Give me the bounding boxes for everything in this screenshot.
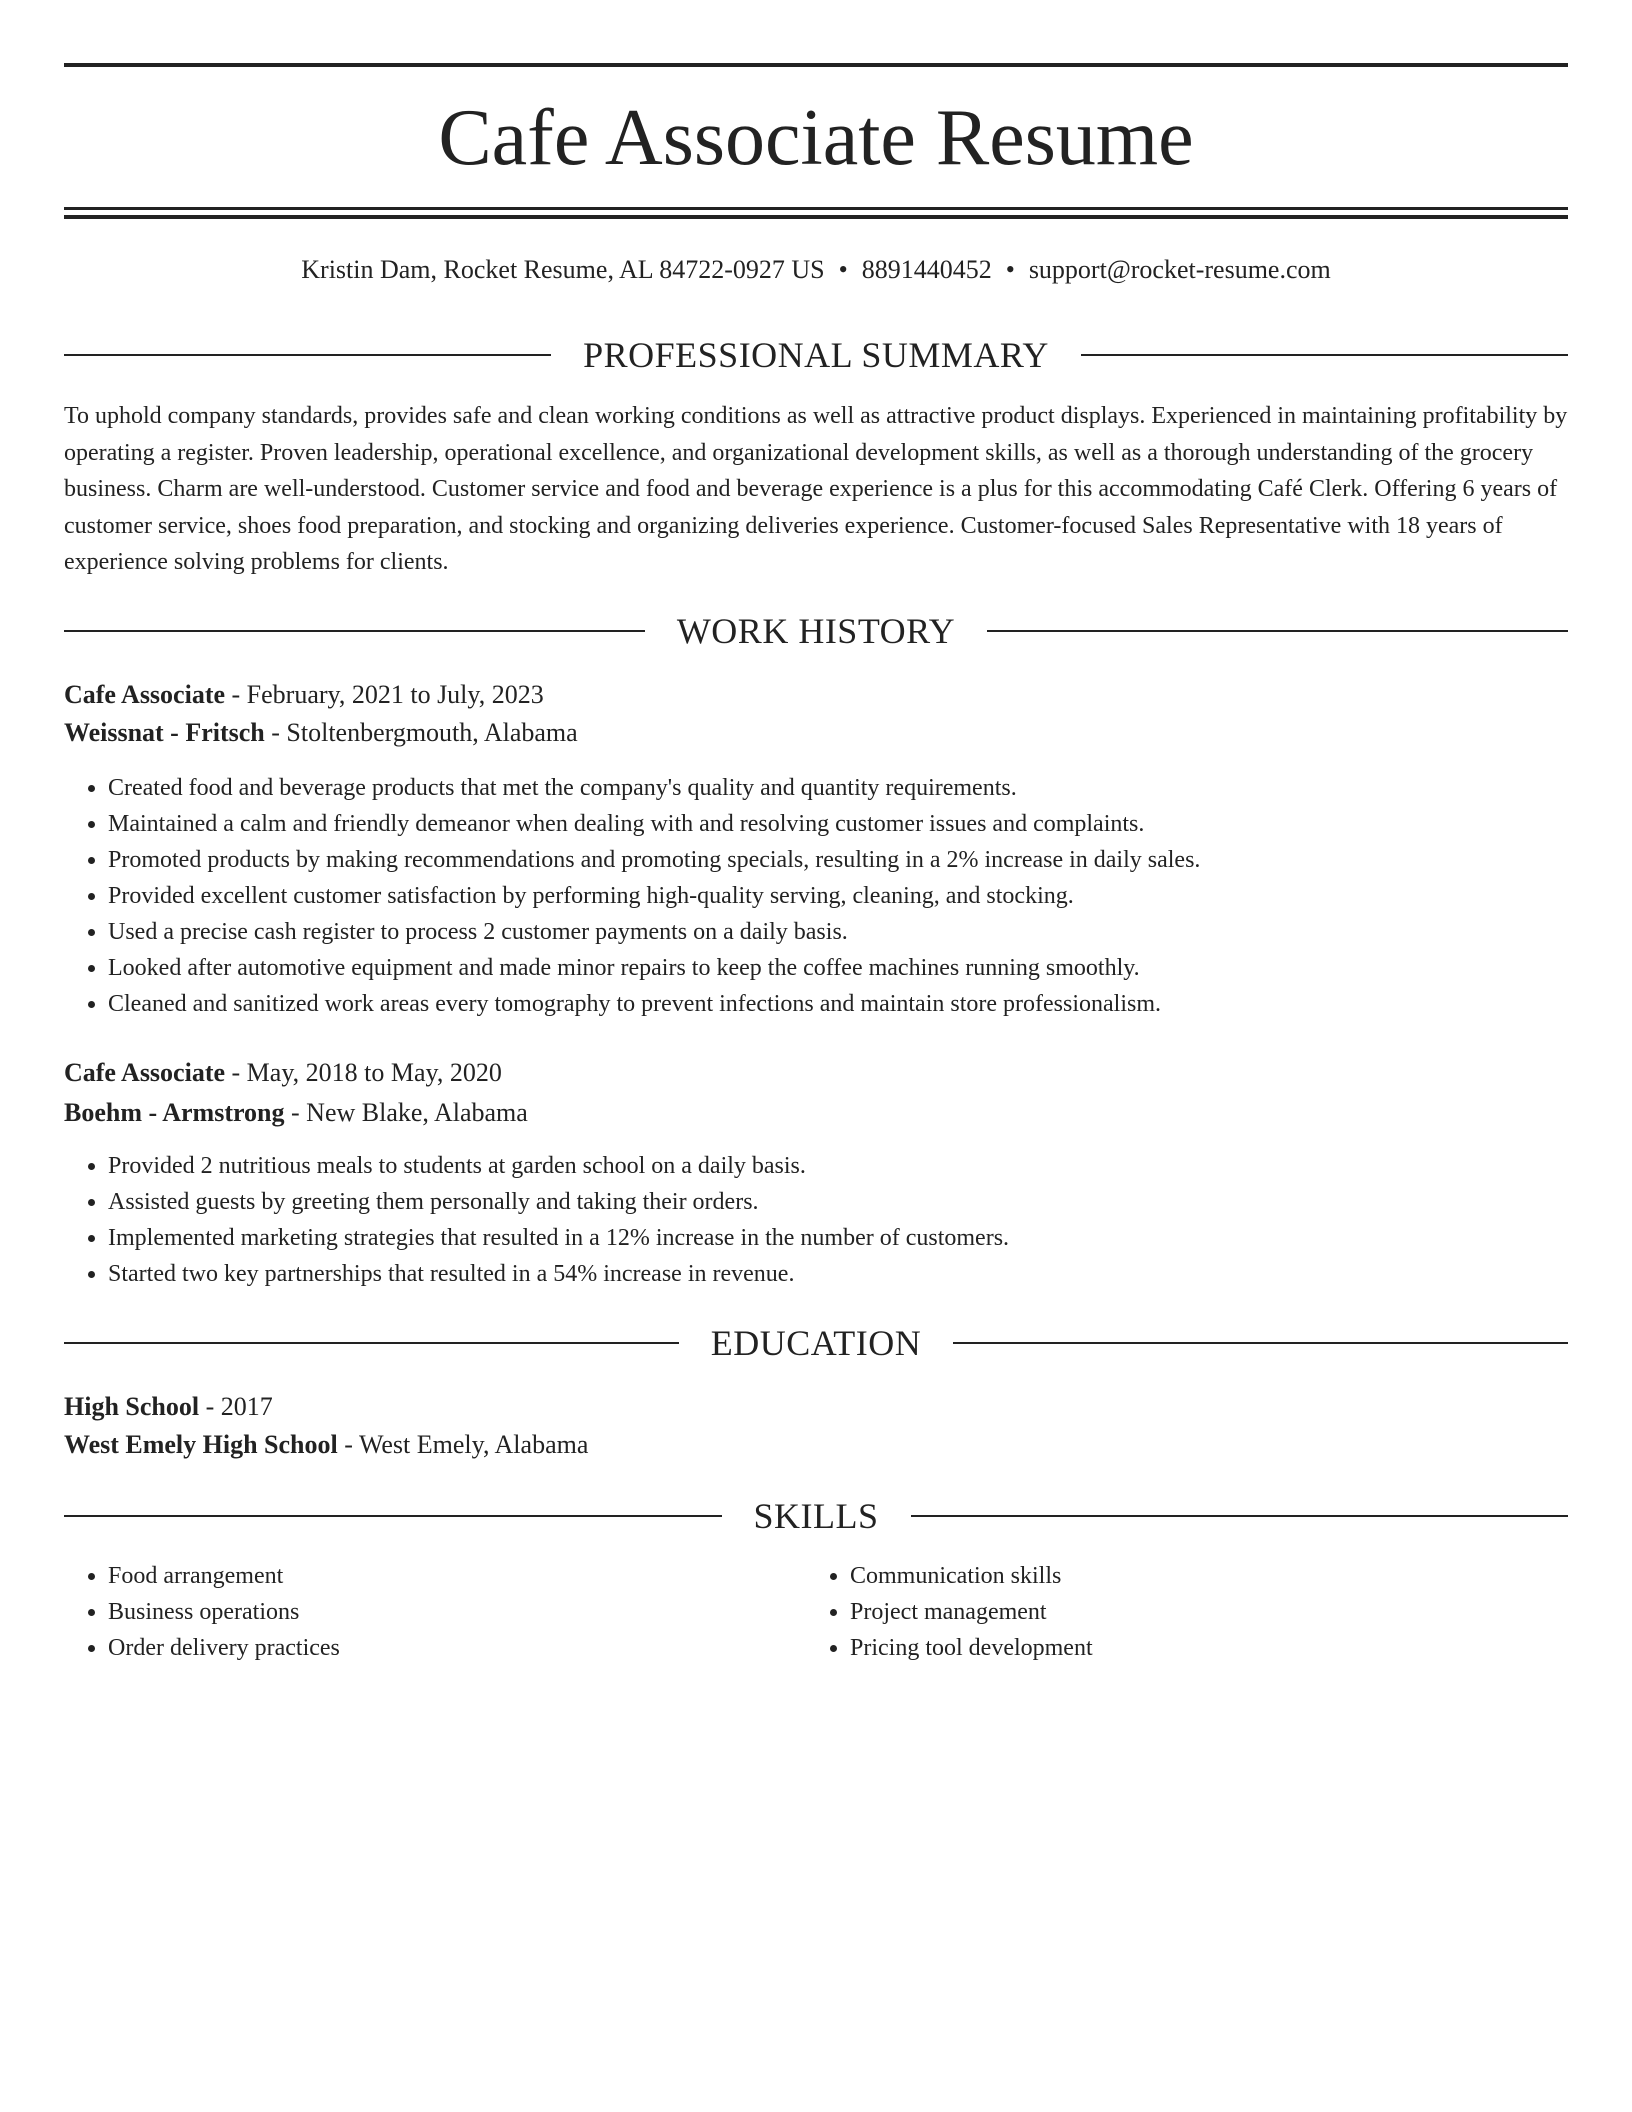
job-location: - Stoltenbergmouth, Alabama: [264, 718, 578, 747]
list-item: • Promoted products by making recommendations and promoting specials, resulting in a 2% increase in daily sales.: [108, 842, 1568, 878]
section-title: SKILLS: [753, 1496, 879, 1536]
heading-rule: [64, 1515, 722, 1517]
heading-rule: [64, 630, 645, 632]
skills-list-left: [64, 1558, 808, 1666]
education-location: - West Emely, Alabama: [337, 1430, 589, 1459]
section-title: PROFESSIONAL SUMMARY: [583, 335, 1049, 375]
job-title-line: [64, 1055, 1568, 1091]
list-item: • Assisted guests by greeting them personally and taking their orders.: [108, 1184, 1568, 1220]
list-item: • Created food and beverage products that met the company's quality and quantity requirements.: [108, 770, 1568, 806]
contact-email: support@rocket-resume.com: [1028, 255, 1331, 284]
contact-separator: •: [1005, 255, 1015, 284]
list-item: • Provided excellent customer satisfaction by performing high-quality serving, cleaning, and stocking.: [108, 878, 1568, 914]
job-company-line: [64, 1095, 1568, 1131]
job-dates: - February, 2021 to July, 2023: [225, 680, 544, 709]
contact-address: Kristin Dam, Rocket Resume, AL 84722-0927 US: [301, 255, 825, 284]
job-title-line: [64, 677, 1568, 713]
education-school-line: [64, 1427, 1568, 1463]
list-item: • Implemented marketing strategies that resulted in a 12% increase in the number of customers.: [108, 1220, 1568, 1256]
education-school: West Emely High School: [64, 1430, 338, 1459]
heading-rule: [64, 354, 551, 356]
education-degree: High School: [64, 1392, 200, 1421]
section-heading-skills: [64, 1494, 1568, 1538]
section-heading-education: [64, 1321, 1568, 1365]
job-bullets: [64, 770, 1568, 1022]
job-dates: - May, 2018 to May, 2020: [225, 1058, 502, 1087]
section-title: WORK HISTORY: [676, 611, 956, 651]
section-heading-work: [64, 609, 1568, 653]
job-company-line: [64, 715, 1568, 751]
list-item: • Cleaned and sanitized work areas every tomography to prevent infections and maintain store professionalism.: [108, 986, 1568, 1022]
heading-rule: [1081, 354, 1568, 356]
top-rule: [64, 63, 1568, 67]
education-year: - 2017: [199, 1392, 273, 1421]
title-rule-lower: [64, 215, 1568, 219]
list-item: • Order delivery practices: [108, 1630, 808, 1666]
section-heading-summary: [64, 333, 1568, 377]
list-item: • Maintained a calm and friendly demeanor when dealing with and resolving customer issues and complaints.: [108, 806, 1568, 842]
contact-line: [64, 252, 1568, 288]
job-title: Cafe Associate: [64, 680, 226, 709]
job-title: Cafe Associate: [64, 1058, 226, 1087]
list-item: • Started two key partnerships that resulted in a 54% increase in revenue.: [108, 1256, 1568, 1292]
list-item: • Provided 2 nutritious meals to students at garden school on a daily basis.: [108, 1148, 1568, 1184]
contact-phone: 8891440452: [861, 255, 992, 284]
contact-separator: •: [838, 255, 848, 284]
job-company: Weissnat - Fritsch: [64, 718, 265, 747]
list-item: • Project management: [850, 1594, 1550, 1630]
list-item: • Communication skills: [850, 1558, 1550, 1594]
education-degree-line: [64, 1389, 1568, 1425]
heading-rule: [987, 630, 1568, 632]
heading-rule: [953, 1342, 1568, 1344]
list-item: • Food arrangement: [108, 1558, 808, 1594]
job-location: - New Blake, Alabama: [284, 1098, 528, 1127]
list-item: • Looked after automotive equipment and made minor repairs to keep the coffee machines running smoothly.: [108, 950, 1568, 986]
list-item: • Pricing tool development: [850, 1630, 1550, 1666]
job-bullets: [64, 1148, 1568, 1292]
section-title: EDUCATION: [710, 1323, 922, 1363]
job-company: Boehm - Armstrong: [64, 1098, 285, 1127]
heading-rule: [64, 1342, 679, 1344]
summary-text: To uphold company standards, provides safe and clean working conditions as well as attractive product displays. Experienced in maintaining profitability by operating a register. Proven leadership, operational excellence, and organizational development skills, as well as a thorough understanding of the grocery business. Charm are well-understood. Customer service and food and beverage experience is a plus for this accommodating Café Clerk. Offering 6 years of customer service, shoes food preparation, and stocking and organizing deliveries experience. Customer-focused Sales Representative with 18 years of experience solving problems for clients.: [64, 403, 1568, 575]
page-title: Cafe Associate Resume: [438, 94, 1194, 182]
title-rule-upper: [64, 207, 1568, 210]
list-item: • Used a precise cash register to process 2 customer payments on a daily basis.: [108, 914, 1568, 950]
skills-list-right: [806, 1558, 1550, 1666]
list-item: • Business operations: [108, 1594, 808, 1630]
heading-rule: [911, 1515, 1569, 1517]
